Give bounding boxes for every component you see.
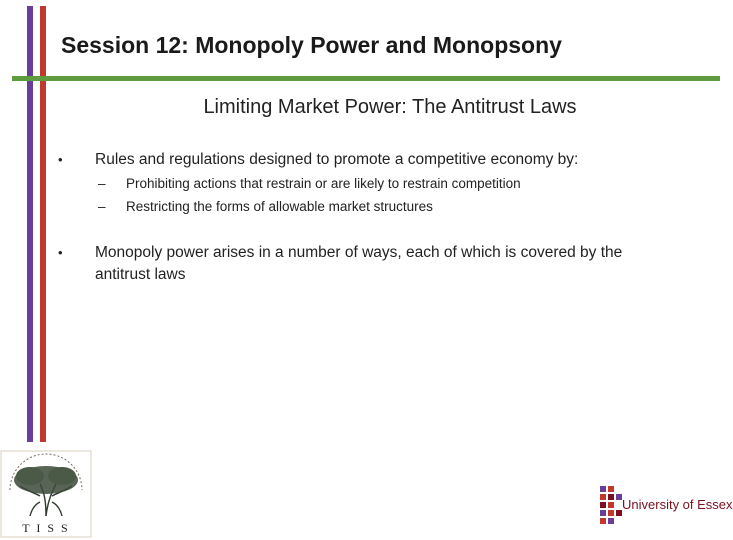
sub-bullet-text: Restricting the forms of allowable market structures [126,199,433,214]
sub-bullet-item [98,175,521,193]
essex-logo-text: University of Essex [622,497,733,512]
sub-bullet-text: Prohibiting actions that restrain or are likely to restrain competition [126,176,521,191]
bullet-dot: • [58,245,63,260]
bullet-text: Rules and regulations designed to promote a competitive economy by: [95,151,579,168]
bullet-item [58,242,675,286]
sub-bullet-item [98,198,433,216]
tiss-logo [0,450,92,538]
slide-title: Session 12: Monopoly Power and Monopsony [61,32,562,58]
sub-bullet-dash: – [98,199,106,214]
slide-subtitle: Limiting Market Power: The Antitrust Laws [203,96,577,118]
title-underline-rule [12,76,720,81]
bullet-dot: • [58,152,63,167]
left-accent-bar-red [40,6,46,442]
bullet-text: Monopoly power arises in a number of ways, each of which is covered by the antitrust laws [95,244,623,283]
left-accent-bar-purple [27,6,33,442]
bullet-item [58,149,695,171]
tiss-logo-text: T I S S [22,521,70,535]
sub-bullet-dash: – [98,176,106,191]
